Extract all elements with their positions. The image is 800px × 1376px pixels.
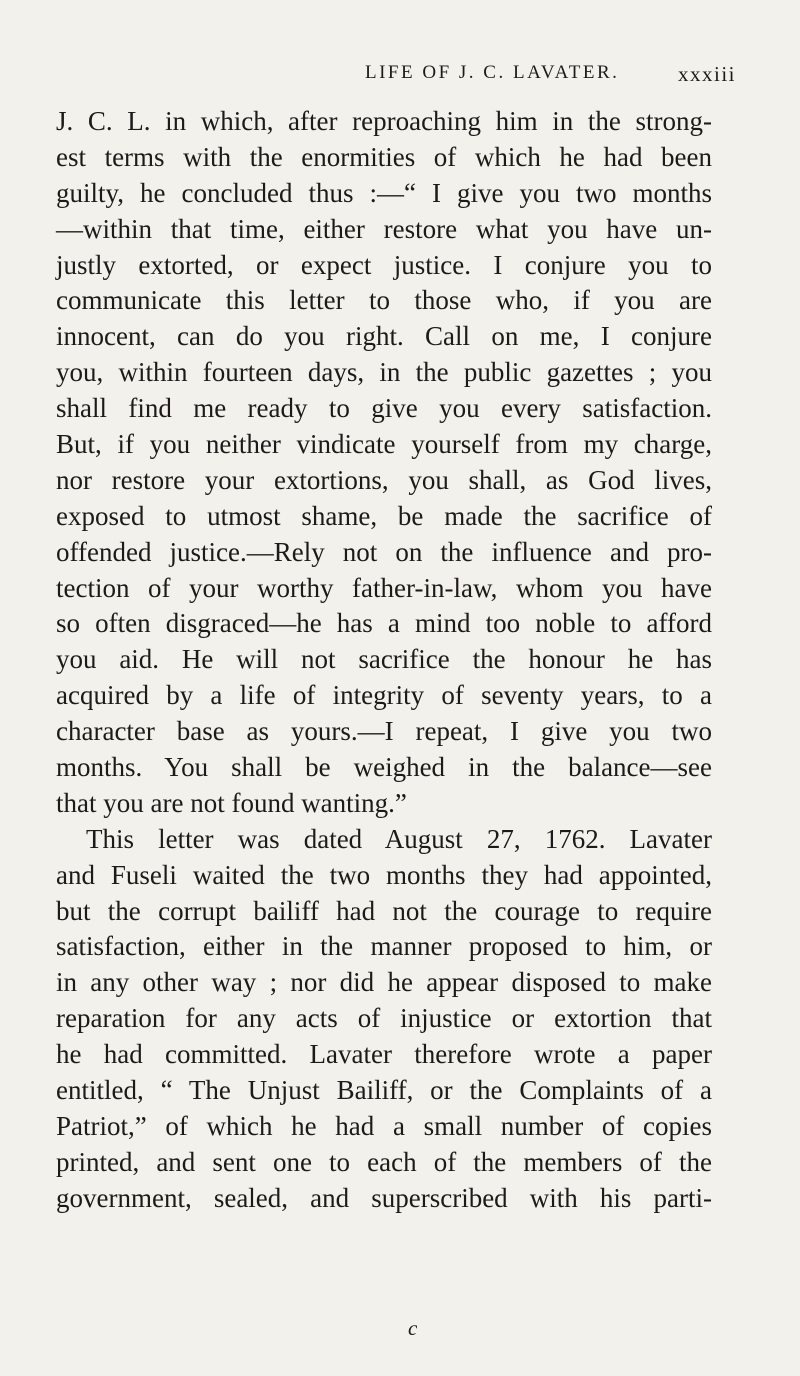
text-line: but the corrupt bailiff had not the courage to require <box>56 895 712 926</box>
body-text <box>56 104 712 1217</box>
text-line: that you are not found wanting.” <box>56 787 407 818</box>
text-line: months. You shall be weighed in the balance—see <box>56 752 712 783</box>
text-line: in any other way ; nor did he appear disposed to make <box>56 967 712 998</box>
text-line: offended justice.—Rely not on the influence and pro- <box>56 536 712 567</box>
text-line: and Fuseli waited the two months they had appointed, <box>56 859 712 890</box>
text-line: Patriot,” of which he had a small number of copies <box>56 1110 712 1141</box>
text-line: nor restore your extortions, you shall, as God lives, <box>56 464 712 495</box>
running-title: LIFE OF J. C. LAVATER. <box>365 62 620 83</box>
text-line: entitled, “ The Unjust Bailiff, or the Complaints of a <box>56 1075 712 1106</box>
text-line: acquired by a life of integrity of seventy years, to a <box>56 680 712 711</box>
running-head <box>0 62 800 92</box>
text-line: he had committed. Lavater therefore wrote a paper <box>56 1039 712 1070</box>
text-line: —within that time, either restore what you have un- <box>56 213 712 244</box>
text-line: tection of your worthy father-in-law, whom you have <box>56 572 712 603</box>
text-line: innocent, can do you right. Call on me, I conjure <box>56 321 712 352</box>
paragraph-first-line: This letter was dated August 27, 1762. Lavater <box>86 823 712 854</box>
signature-mark: c <box>408 1316 418 1340</box>
text-line: printed, and sent one to each of the members of the <box>56 1146 712 1177</box>
text-line: justly extorted, or expect justice. I conjure you to <box>56 249 712 280</box>
text-line: communicate this letter to those who, if you are <box>56 285 712 316</box>
text-line: guilty, he concluded thus :—“ I give you two months <box>56 177 712 208</box>
text-line: reparation for any acts of injustice or extortion that <box>56 1003 712 1034</box>
text-line: shall find me ready to give you every satisfaction. <box>56 393 712 424</box>
text-line: so often disgraced—he has a mind too noble to afford <box>56 608 712 639</box>
text-line: satisfaction, either in the manner proposed to him, or <box>56 931 712 962</box>
text-line: J. C. L. in which, after reproaching him in the strong- <box>56 106 712 136</box>
page-number: xxxiii <box>678 62 737 86</box>
text-line: est terms with the enormities of which he had been <box>56 141 712 172</box>
text-line: But, if you neither vindicate yourself from my charge, <box>56 429 712 460</box>
text-line: character base as yours.—I repeat, I give you two <box>56 716 712 747</box>
text-line: you, within fourteen days, in the public gazettes ; you <box>56 357 712 388</box>
text-line: government, sealed, and superscribed with his parti- <box>56 1182 712 1213</box>
text-line: you aid. He will not sacrifice the honour he has <box>56 644 712 675</box>
text-line: exposed to utmost shame, be made the sacrifice of <box>56 500 712 531</box>
